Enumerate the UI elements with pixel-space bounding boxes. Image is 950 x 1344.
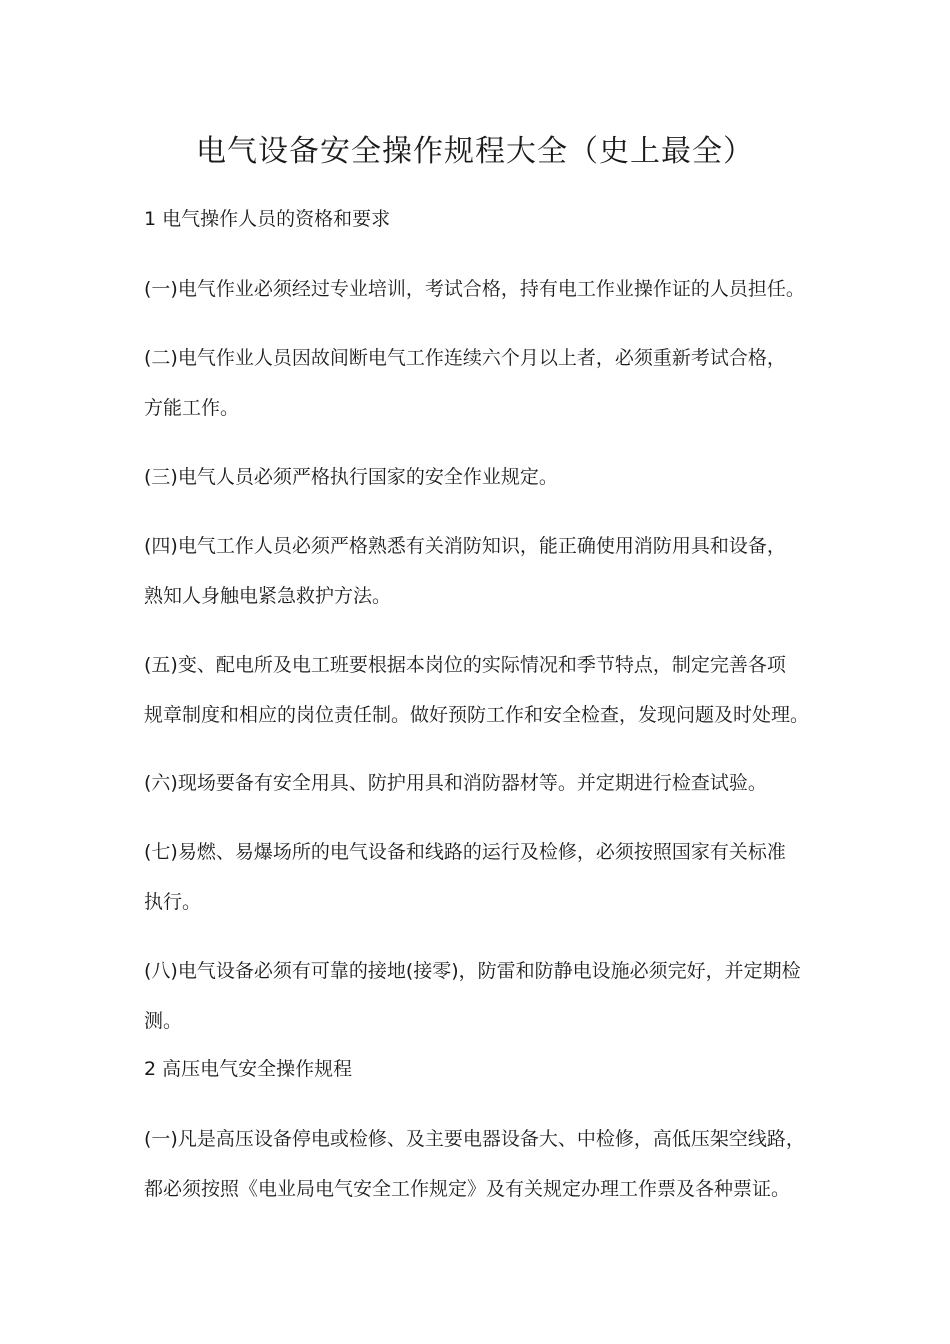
paragraph-line: (四)电气工作人员必须严格熟悉有关消防知识，能正确使用消防用具和设备， xyxy=(144,535,786,557)
paragraph-line: (六)现场要备有安全用具、防护用具和消防器材等。并定期进行检查试验。 xyxy=(144,772,767,794)
paragraph-line: (一)电气作业必须经过专业培训，考试合格，持有电工作业操作证的人员担任。 xyxy=(144,278,805,300)
paragraph-line: (二)电气作业人员因故间断电气工作连续六个月以上者，必须重新考试合格， xyxy=(144,347,786,369)
paragraph-line: 规章制度和相应的岗位责任制。做好预防工作和安全检查，发现问题及时处理。 xyxy=(144,704,810,726)
section-heading-1: 1 电气操作人员的资格和要求 xyxy=(144,208,391,230)
paragraph-line: 都必须按照《电业局电气安全工作规定》及有关规定办理工作票及各种票证。 xyxy=(144,1178,791,1200)
paragraph-line: (七)易燃、易爆场所的电气设备和线路的运行及检修，必须按照国家有关标准 xyxy=(144,841,786,863)
paragraph-line: (八)电气设备必须有可靠的接地(接零)，防雷和防静电设施必须完好，并定期检 xyxy=(144,960,801,982)
section-heading-2: 2 高压电气安全操作规程 xyxy=(144,1058,353,1080)
paragraph-line: (三)电气人员必须严格执行国家的安全作业规定。 xyxy=(144,466,558,488)
paragraph-line: (五)变、配电所及电工班要根据本岗位的实际情况和季节特点，制定完善各项 xyxy=(144,654,786,676)
paragraph-line: 熟知人身触电紧急救护方法。 xyxy=(144,585,392,607)
paragraph-line: 方能工作。 xyxy=(144,397,240,419)
document-title: 电气设备安全操作规程大全（史上最全） xyxy=(196,134,754,169)
paragraph-line: (一)凡是高压设备停电或检修、及主要电器设备大、中检修，高低压架空线路， xyxy=(144,1128,805,1150)
paragraph-line: 执行。 xyxy=(144,891,202,913)
paragraph-line: 测。 xyxy=(144,1010,183,1032)
